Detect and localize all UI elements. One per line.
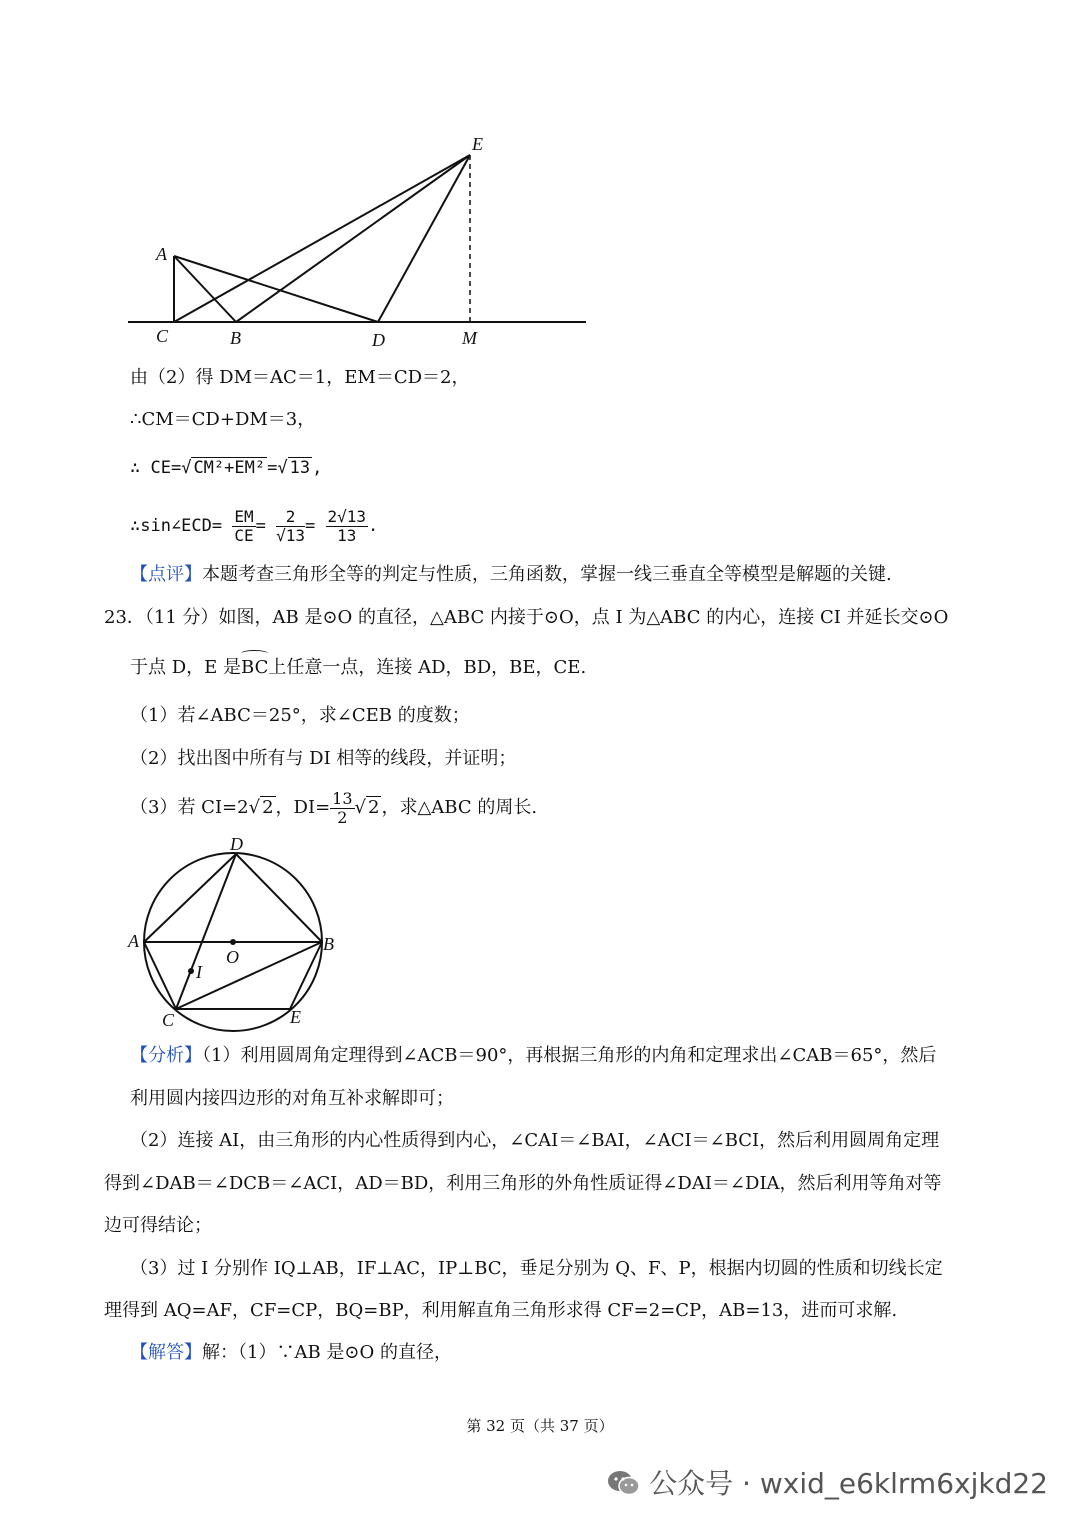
solution-line-1: 由（2）得 DM＝AC＝1，EM＝CD＝2， bbox=[130, 367, 470, 388]
watermark bbox=[607, 1462, 1048, 1502]
analysis-line-5: 边可得结论； bbox=[104, 1215, 212, 1236]
label-M: M bbox=[462, 328, 477, 348]
page-footer: 第 32 页（共 37 页） bbox=[466, 1417, 614, 1435]
wechat-icon bbox=[607, 1469, 641, 1497]
label-A: A bbox=[156, 244, 167, 264]
solution-line-3: ∴ CE=√ CM²+EM² =√ 13 , bbox=[130, 458, 323, 478]
label-O2: O bbox=[226, 947, 239, 967]
question-1: （1）若∠ABC＝25°，求∠CEB 的度数； bbox=[130, 705, 470, 726]
analysis-line-3: （2）连接 AI，由三角形的内心性质得到内心，∠CAI＝∠BAI，∠ACI＝∠BCI，然后利用圆周角定理 bbox=[130, 1130, 940, 1151]
analysis-line-1: 【分析】（1）利用圆周角定理得到∠ACB＝90°，再根据三角形的内角和定理求出∠CAB＝65°，然后 bbox=[130, 1045, 937, 1066]
label-C2: C bbox=[162, 1010, 175, 1030]
problem-23-line-2: 于点 D，E 是 BC上任意一点，连接 AD，BD，BE，CE. bbox=[130, 656, 586, 680]
label-E2: E bbox=[290, 1007, 301, 1027]
figure-1-geometry bbox=[120, 130, 600, 350]
solution-line-2: ∴CM＝CD+DM＝3， bbox=[130, 409, 316, 430]
question-2: （2）找出图中所有与 DI 相等的线段，并证明； bbox=[130, 748, 517, 769]
label-A2: A bbox=[128, 931, 139, 951]
analysis-line-7: 理得到 AQ=AF，CF=CP，BQ=BP，利用解直角三角形求得 CF=2=CP，AB=13，进而可求解. bbox=[104, 1300, 898, 1321]
figure-2-circle bbox=[120, 830, 360, 1040]
label-E: E bbox=[472, 134, 483, 154]
label-D: D bbox=[372, 330, 385, 350]
comment-tag: 【点评】 bbox=[130, 564, 202, 585]
solution-line-4: ∴sin∠ECD= $\frac{EM}{CE}$ = $\frac{2}{√13}$ = $\frac{2√13}{13}$ . bbox=[130, 506, 379, 545]
analysis-line-4: 得到∠DAB＝∠DCB＝∠ACI，AD＝BD，利用三角形的外角性质证得∠DAI＝∠DIA，然后利用等角对等 bbox=[104, 1173, 942, 1194]
label-D2: D bbox=[230, 834, 243, 854]
problem-23-line-1: 23．（11 分）如图，AB 是⊙O 的直径，△ABC 内接于⊙O，点 I 为△ABC 的内心，连接 CI 并延长交⊙O bbox=[104, 607, 949, 628]
analysis-line-6: （3）过 I 分别作 IQ⊥AB，IF⊥AC，IP⊥BC，垂足分别为 Q、F、P，根据内切圆的性质和切线长定 bbox=[130, 1258, 943, 1279]
question-3: （3）若 CI=2√ 2 ，DI= $\frac{13}{2}$ √ 2 ，求△ABC 的周长. bbox=[130, 788, 538, 827]
comment: 【点评】本题考查三角形全等的判定与性质，三角函数，掌握一线三垂直全等模型是解题的关键. bbox=[130, 564, 892, 585]
label-C: C bbox=[156, 326, 169, 346]
answer-tag: 【解答】 bbox=[130, 1342, 202, 1363]
label-B: B bbox=[230, 328, 241, 348]
answer-line: 【解答】解：（1）∵AB 是⊙O 的直径， bbox=[130, 1342, 452, 1363]
watermark-text: 公众号 · wxid_e6klrm6xjkd22 bbox=[649, 1467, 1048, 1500]
analysis-line-2: 利用圆内接四边形的对角互补求解即可； bbox=[130, 1088, 454, 1109]
label-I2: I bbox=[196, 962, 202, 982]
label-B2: B bbox=[323, 934, 334, 954]
analysis-tag: 【分析】 bbox=[130, 1045, 202, 1066]
